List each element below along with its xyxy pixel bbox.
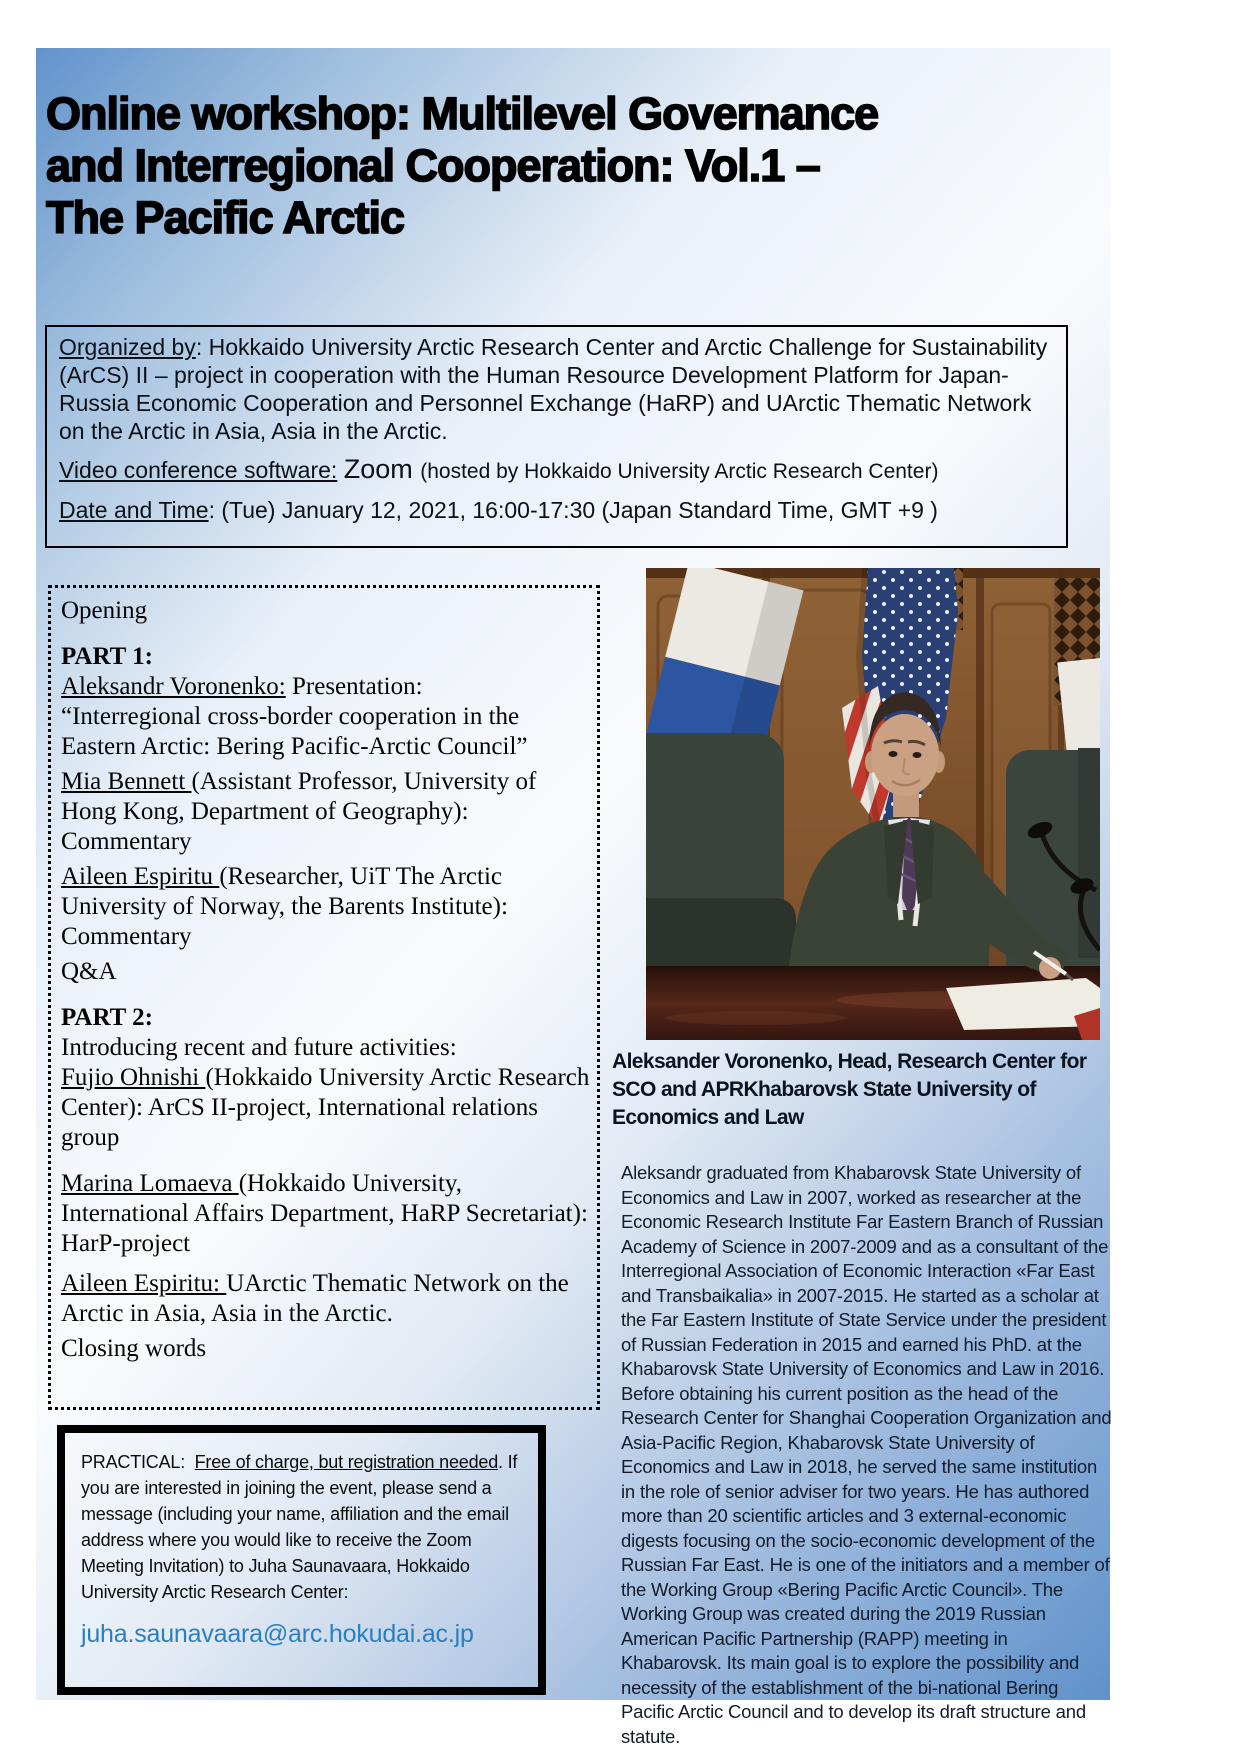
- title-line: and Interregional Cooperation: Vol.1 –: [46, 140, 820, 191]
- email-link[interactable]: juha.saunavaara@arc.hokudai.ac.jp: [81, 1620, 474, 1648]
- caption-line: Economics and Law: [612, 1106, 804, 1129]
- text-segment: : (Tue) January 12, 2021, 16:00-17:30 (Japan Standard Time, GMT +9 ): [208, 497, 938, 523]
- paragraph: [61, 1269, 591, 1329]
- paragraph: [61, 862, 591, 952]
- paragraph: [61, 702, 591, 762]
- text-segment: Zoom: [343, 454, 421, 484]
- text-segment: PART 1:: [61, 643, 153, 670]
- caption-line: Aleksander Voronenko, Head, Research Center for: [612, 1050, 1087, 1073]
- practical-box: [57, 1425, 546, 1695]
- paragraph: [59, 455, 1054, 486]
- text-segment: : Hokkaido University Arctic Research Center and Arctic Challenge for Sustainability (ArCS) II – project in cooperation with the Human Resource Development Platform for Japan-Russia Economic Cooperation and Personnel Exchange (HaRP) and UArctic Thematic Network on the Arctic in Asia, Asia in the Arctic.: [59, 334, 1048, 444]
- text-segment: Aileen Espiritu: [61, 863, 220, 890]
- text-segment: Organized by: [59, 334, 196, 360]
- paragraph: [61, 596, 591, 626]
- text-segment: Free of charge, but registration needed: [194, 1452, 499, 1472]
- text-segment: Presentation:: [285, 673, 423, 700]
- text-segment: Opening: [61, 597, 148, 624]
- paragraph: [61, 1063, 591, 1153]
- text-segment: (Hokkaido University, International Affairs Department, HaRP Secretariat): HarP-project: [61, 1170, 588, 1257]
- paragraph: [61, 1169, 591, 1259]
- text-segment: UArctic Thematic Network on the Arctic in Asia, Asia in the Arctic.: [61, 1270, 569, 1327]
- title-line: The Pacific Arctic: [46, 192, 404, 243]
- text-segment: Closing words: [61, 1335, 207, 1362]
- text-segment: Introducing recent and future activities:: [61, 1034, 457, 1061]
- text-segment: “Interregional cross-border cooperation in the Eastern Arctic: Bering Pacific-Arctic Council”: [61, 703, 528, 760]
- practical-text: [81, 1449, 524, 1605]
- paragraph: [59, 496, 1054, 524]
- paragraph: [61, 1033, 591, 1063]
- event-info-box: [45, 325, 1068, 548]
- text-segment: Fujio Ohnishi: [61, 1064, 206, 1091]
- paragraph: [61, 642, 591, 672]
- paragraph: [61, 1003, 591, 1033]
- text-segment: PRACTICAL:: [81, 1452, 195, 1472]
- text-segment: (Researcher, UiT The Arctic University of Norway, the Barents Institute): Commentary: [61, 863, 508, 950]
- text-segment: . If you are interested in joining the event, please send a message (including your name, affiliation and the email address where you would like to receive the Zoom Meeting Invitation) to Juha Saunavaara, Hokkaido University Arctic Research Center:: [81, 1452, 518, 1602]
- paragraph: [61, 672, 591, 702]
- text-segment: Aileen Espiritu:: [61, 1270, 227, 1297]
- text-segment: Marina Lomaeva: [61, 1170, 239, 1197]
- text-segment: (Assistant Professor, University of Hong Kong, Department of Geography): Commentary: [61, 768, 537, 855]
- paragraph: [61, 1334, 591, 1364]
- text-segment: (Hokkaido University Arctic Research Center): ArCS II-project, International relations group: [61, 1064, 590, 1151]
- text-segment: (hosted by Hokkaido University Arctic Research Center): [420, 460, 939, 483]
- program-box: [48, 585, 600, 1410]
- text-segment: Aleksandr Voronenko:: [61, 673, 286, 700]
- text-segment: Q&A: [61, 958, 117, 985]
- speaker-bio: Aleksandr graduated from Khabarovsk State University of Economics and Law in 2007, worked as researcher at the Economic Research Institute Far Eastern Branch of Russian Academy of Science in 2007-2009 and as a consultant of the Interregional Association of Economic Interaction «Far East and Transbaikalia» in 2007-2015. He started as a scholar at the Far Eastern Institute of State Service under the president of Russian Federation in 2015 and earned his PhD. at the Khabarovsk State University of Economics and Law in 2016. Before obtaining his current position as the head of the Research Center for Shanghai Cooperation Organization and Asia-Pacific Region, Khabarovsk State University of Economics and Law in 2018, he served the same institution in the role of senior adviser for two years. He has authored more than 20 scientific articles and 3 external-economic digests focusing on the socio-economic development of the Russian Far East. He is one of the initiators and a member of the Working Group «Bering Pacific Arctic Council». The Working Group was created during the 2019 Russian American Pacific Partnership (RAPP) meeting in Khabarovsk. Its main goal is to explore the possibility and necessity of the establishment of the bi-national Bering Pacific Arctic Council and to develop its draft structure and statute.: [621, 1162, 1112, 1747]
- text-segment: Video conference software:: [59, 457, 338, 483]
- paragraph: [81, 1449, 524, 1605]
- paragraph: [61, 767, 591, 857]
- text-segment: PART 2:: [61, 1004, 153, 1031]
- text-segment: Mia Bennett: [61, 768, 192, 795]
- poster-background: [36, 48, 1112, 1747]
- poster-title: [46, 88, 1086, 244]
- text-segment: Date and Time: [59, 497, 209, 523]
- photo-caption: [612, 1048, 1117, 1132]
- conference-desk: [646, 966, 1100, 1040]
- paragraph: [59, 333, 1054, 445]
- title-line: Online workshop: Multilevel Governance: [46, 88, 879, 139]
- paragraph: [61, 957, 591, 987]
- speaker-photo: [646, 568, 1100, 1040]
- caption-line: SCO and APRKhabarovsk State University of: [612, 1078, 1036, 1101]
